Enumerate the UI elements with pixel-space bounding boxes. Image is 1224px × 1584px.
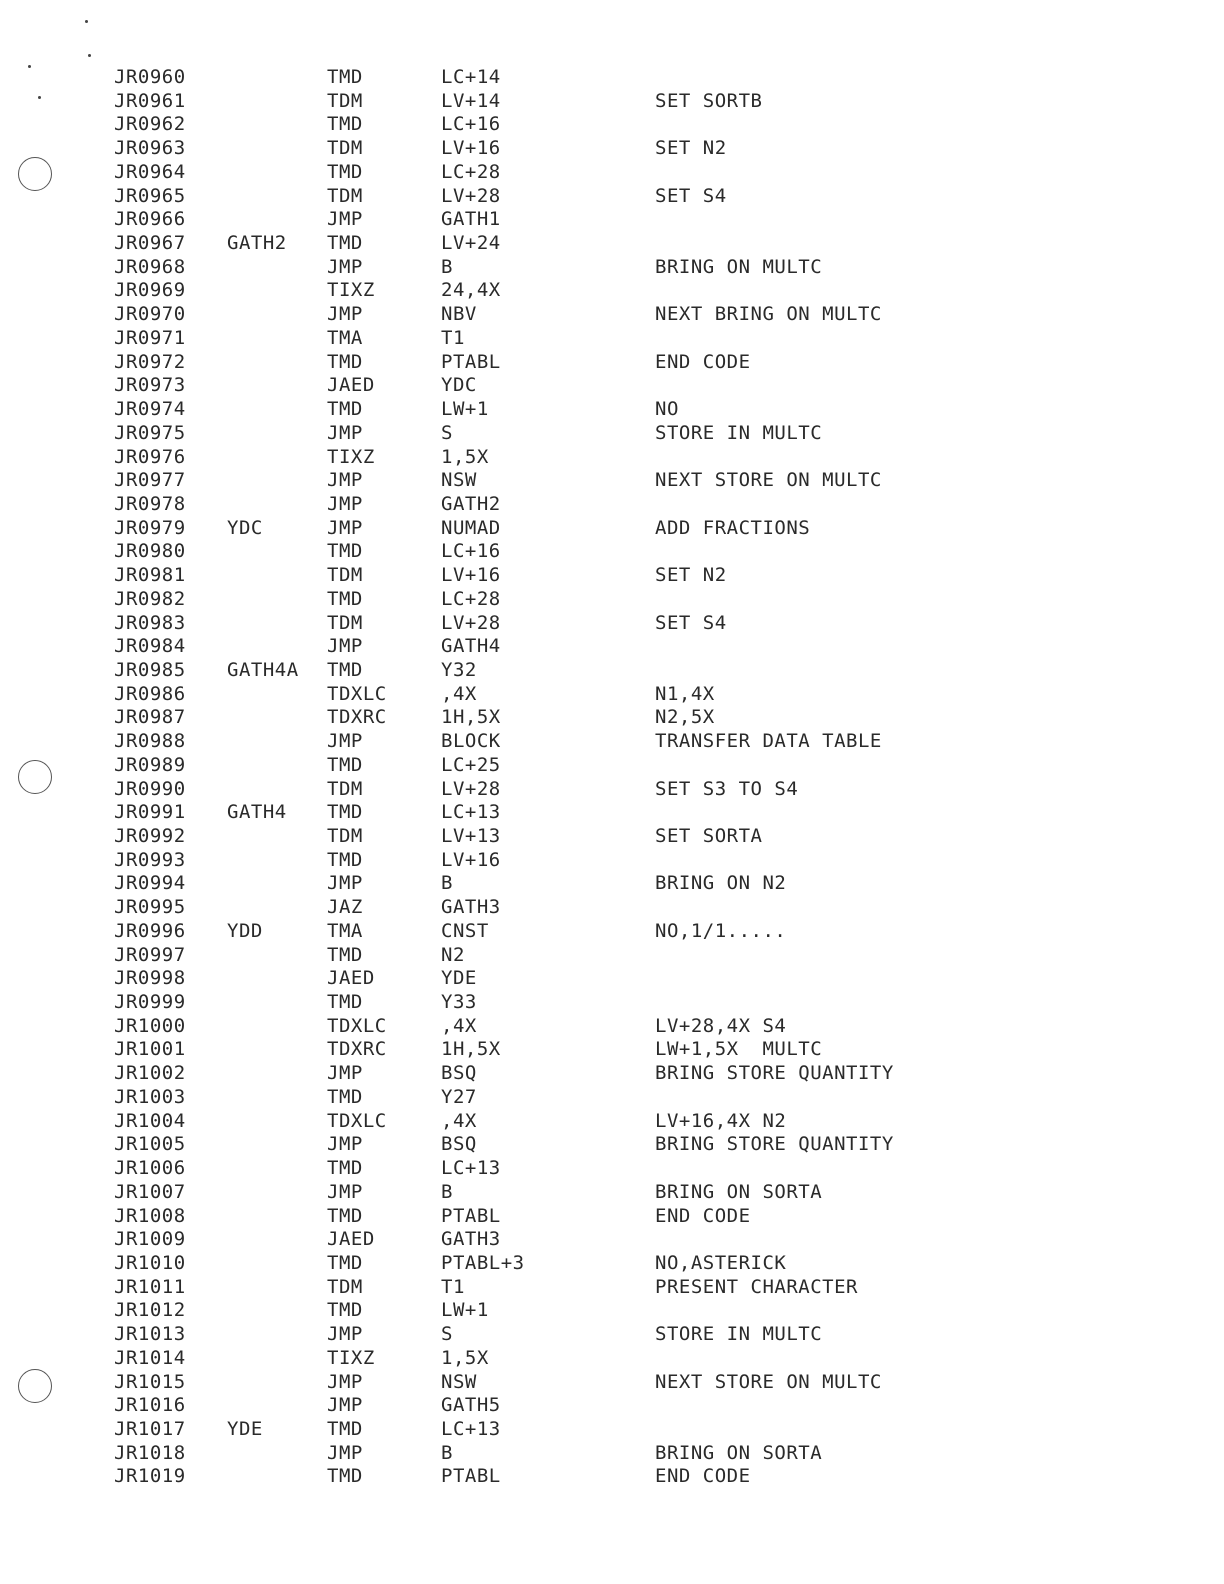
- line-comment: NEXT STORE ON MULTC: [655, 469, 882, 492]
- sequence-number: JR0962: [114, 113, 186, 136]
- operand: S: [441, 1323, 453, 1346]
- line-comment: NO,1/1.....: [655, 919, 787, 942]
- operand: GATH1: [441, 208, 501, 231]
- operand: CNST: [441, 919, 489, 942]
- line-label: YDC: [227, 516, 263, 539]
- operand: Y32: [441, 658, 477, 681]
- sequence-number: JR0997: [114, 943, 186, 966]
- opcode: TDM: [327, 777, 363, 800]
- line-comment: NEXT STORE ON MULTC: [655, 1370, 882, 1393]
- code-line: [0, 540, 1224, 564]
- code-line: [0, 849, 1224, 873]
- sequence-number: JR0991: [114, 801, 186, 824]
- opcode: JMP: [327, 1180, 363, 1203]
- sequence-number: JR0978: [114, 492, 186, 515]
- operand: 24,4X: [441, 279, 501, 302]
- line-comment: SET N2: [655, 137, 727, 160]
- code-line: [0, 1181, 1224, 1205]
- opcode: JMP: [327, 255, 363, 278]
- opcode: JMP: [327, 1133, 363, 1156]
- sequence-number: JR1008: [114, 1204, 186, 1227]
- line-comment: NEXT BRING ON MULTC: [655, 303, 882, 326]
- code-line: [0, 1252, 1224, 1276]
- sequence-number: JR1012: [114, 1299, 186, 1322]
- operand: 1,5X: [441, 445, 489, 468]
- code-listing: [0, 66, 1224, 1489]
- sequence-number: JR0980: [114, 540, 186, 563]
- sequence-number: JR0979: [114, 516, 186, 539]
- opcode: TMA: [327, 326, 363, 349]
- operand: S: [441, 421, 453, 444]
- code-line: [0, 1110, 1224, 1134]
- opcode: JMP: [327, 303, 363, 326]
- sequence-number: JR0975: [114, 421, 186, 444]
- code-line: [0, 161, 1224, 185]
- sequence-number: JR0989: [114, 753, 186, 776]
- sequence-number: JR0986: [114, 682, 186, 705]
- sequence-number: JR0981: [114, 564, 186, 587]
- sequence-number: JR1015: [114, 1370, 186, 1393]
- sequence-number: JR0990: [114, 777, 186, 800]
- code-line: [0, 422, 1224, 446]
- code-line: [0, 1015, 1224, 1039]
- opcode: JAZ: [327, 896, 363, 919]
- opcode: JMP: [327, 730, 363, 753]
- operand: 1H,5X: [441, 1038, 501, 1061]
- code-line: [0, 232, 1224, 256]
- operand: LV+14: [441, 89, 501, 112]
- sequence-number: JR1000: [114, 1014, 186, 1037]
- operand: PTABL: [441, 1465, 501, 1488]
- code-line: [0, 659, 1224, 683]
- sequence-number: JR0964: [114, 160, 186, 183]
- sequence-number: JR0992: [114, 825, 186, 847]
- sequence-number: JR1006: [114, 1157, 186, 1180]
- opcode: TDXLC: [327, 1014, 387, 1037]
- sequence-number: JR0977: [114, 469, 186, 492]
- code-line: [0, 588, 1224, 612]
- code-line: [0, 279, 1224, 303]
- code-line: [0, 208, 1224, 232]
- sequence-number: JR0996: [114, 919, 186, 942]
- operand: LV+28: [441, 611, 501, 634]
- line-comment: STORE IN MULTC: [655, 421, 823, 444]
- operand: LC+28: [441, 587, 501, 610]
- line-comment: LW+1,5X MULTC: [655, 1038, 823, 1061]
- opcode: TMD: [327, 540, 363, 563]
- opcode: TDXLC: [327, 1109, 387, 1132]
- sequence-number: JR1013: [114, 1323, 186, 1346]
- code-line: [0, 303, 1224, 327]
- line-comment: NO: [655, 398, 679, 421]
- operand: GATH3: [441, 896, 501, 919]
- scan-speck: [85, 20, 88, 23]
- operand: LV+28: [441, 184, 501, 207]
- sequence-number: JR0974: [114, 398, 186, 421]
- code-line: [0, 896, 1224, 920]
- sequence-number: JR0963: [114, 137, 186, 160]
- line-comment: N1,4X: [655, 682, 715, 705]
- line-comment: SET SORTA: [655, 825, 763, 847]
- opcode: JMP: [327, 635, 363, 658]
- opcode: JAED: [327, 967, 375, 990]
- line-comment: BRING ON MULTC: [655, 255, 823, 278]
- sequence-number: JR1018: [114, 1441, 186, 1464]
- operand: B: [441, 1180, 453, 1203]
- opcode: TMD: [327, 1085, 363, 1108]
- sequence-number: JR0961: [114, 89, 186, 112]
- operand: LW+1: [441, 1299, 489, 1322]
- operand: LC+13: [441, 801, 501, 824]
- line-comment: END CODE: [655, 1204, 751, 1227]
- line-comment: LV+16,4X N2: [655, 1109, 787, 1132]
- code-line: [0, 493, 1224, 517]
- sequence-number: JR1017: [114, 1417, 186, 1440]
- scan-speck: [88, 54, 91, 57]
- operand: LC+16: [441, 540, 501, 563]
- code-line: [0, 113, 1224, 137]
- sequence-number: JR1001: [114, 1038, 186, 1061]
- sequence-number: JR0972: [114, 350, 186, 373]
- line-comment: SET S3 TO S4: [655, 777, 799, 800]
- code-line: [0, 920, 1224, 944]
- code-line: [0, 683, 1224, 707]
- operand: LV+28: [441, 777, 501, 800]
- operand: NUMAD: [441, 516, 501, 539]
- opcode: TDM: [327, 564, 363, 587]
- line-comment: END CODE: [655, 1465, 751, 1488]
- opcode: JAED: [327, 1228, 375, 1251]
- operand: YDE: [441, 967, 477, 990]
- opcode: TDM: [327, 89, 363, 112]
- line-comment: SET SORTB: [655, 89, 763, 112]
- sequence-number: JR0976: [114, 445, 186, 468]
- sequence-number: JR0983: [114, 611, 186, 634]
- opcode: TMD: [327, 1417, 363, 1440]
- opcode: TMD: [327, 943, 363, 966]
- code-line: [0, 778, 1224, 802]
- code-line: [0, 66, 1224, 90]
- sequence-number: JR0995: [114, 896, 186, 919]
- opcode: TMD: [327, 1251, 363, 1274]
- sequence-number: JR1014: [114, 1346, 186, 1369]
- code-line: [0, 1086, 1224, 1110]
- code-line: [0, 374, 1224, 398]
- code-line: [0, 1062, 1224, 1086]
- code-line: [0, 1157, 1224, 1181]
- operand: Y33: [441, 991, 477, 1014]
- opcode: TDM: [327, 137, 363, 160]
- opcode: JMP: [327, 421, 363, 444]
- operand: PTABL+3: [441, 1251, 525, 1274]
- opcode: JMP: [327, 208, 363, 231]
- sequence-number: JR0987: [114, 706, 186, 729]
- code-line: [0, 327, 1224, 351]
- sequence-number: JR0988: [114, 730, 186, 753]
- operand: YDC: [441, 374, 477, 397]
- line-label: YDE: [227, 1417, 263, 1440]
- opcode: TDM: [327, 611, 363, 634]
- code-line: [0, 1418, 1224, 1442]
- line-comment: END CODE: [655, 350, 751, 373]
- code-line: [0, 1347, 1224, 1371]
- operand: GATH3: [441, 1228, 501, 1251]
- operand: B: [441, 1441, 453, 1464]
- sequence-number: JR0999: [114, 991, 186, 1014]
- line-comment: TRANSFER DATA TABLE: [655, 730, 882, 753]
- opcode: TMD: [327, 1157, 363, 1180]
- code-line: [0, 446, 1224, 470]
- code-line: [0, 256, 1224, 280]
- code-line: [0, 398, 1224, 422]
- opcode: TDM: [327, 1275, 363, 1298]
- operand: BSQ: [441, 1062, 477, 1085]
- opcode: JMP: [327, 1441, 363, 1464]
- sequence-number: JR0969: [114, 279, 186, 302]
- opcode: JMP: [327, 1062, 363, 1085]
- operand: B: [441, 872, 453, 895]
- line-comment: BRING ON SORTA: [655, 1180, 823, 1203]
- opcode: TMD: [327, 1465, 363, 1488]
- sequence-number: JR0968: [114, 255, 186, 278]
- opcode: TMD: [327, 991, 363, 1014]
- opcode: TMD: [327, 658, 363, 681]
- code-line: [0, 1442, 1224, 1466]
- sequence-number: JR0994: [114, 872, 186, 895]
- line-comment: BRING ON N2: [655, 872, 787, 895]
- opcode: TIXZ: [327, 445, 375, 468]
- line-comment: SET S4: [655, 611, 727, 634]
- operand: GATH2: [441, 492, 501, 515]
- sequence-number: JR1007: [114, 1180, 186, 1203]
- code-line: [0, 730, 1224, 754]
- opcode: TDM: [327, 184, 363, 207]
- operand: LV+16: [441, 848, 501, 871]
- operand: LV+16: [441, 137, 501, 160]
- opcode: JMP: [327, 1394, 363, 1417]
- code-line: [0, 635, 1224, 659]
- opcode: JAED: [327, 374, 375, 397]
- operand: PTABL: [441, 350, 501, 373]
- opcode: TDXLC: [327, 682, 387, 705]
- code-line: [0, 801, 1224, 825]
- code-line: [0, 967, 1224, 991]
- operand: LV+13: [441, 825, 501, 847]
- opcode: JMP: [327, 516, 363, 539]
- line-comment: STORE IN MULTC: [655, 1323, 823, 1346]
- code-line: [0, 137, 1224, 161]
- operand: B: [441, 255, 453, 278]
- opcode: JMP: [327, 1370, 363, 1393]
- code-line: [0, 991, 1224, 1015]
- code-line: [0, 754, 1224, 778]
- opcode: TDXRC: [327, 1038, 387, 1061]
- line-comment: BRING STORE QUANTITY: [655, 1062, 894, 1085]
- sequence-number: JR1005: [114, 1133, 186, 1156]
- operand: GATH4: [441, 635, 501, 658]
- opcode: TMD: [327, 350, 363, 373]
- line-comment: BRING STORE QUANTITY: [655, 1133, 894, 1156]
- code-line: [0, 185, 1224, 209]
- sequence-number: JR0970: [114, 303, 186, 326]
- opcode: TIXZ: [327, 1346, 375, 1369]
- operand: 1,5X: [441, 1346, 489, 1369]
- line-comment: BRING ON SORTA: [655, 1441, 823, 1464]
- sequence-number: JR0967: [114, 232, 186, 255]
- opcode: TDM: [327, 825, 363, 847]
- line-comment: LV+28,4X S4: [655, 1014, 787, 1037]
- sequence-number: JR0993: [114, 848, 186, 871]
- operand: GATH5: [441, 1394, 501, 1417]
- code-line: [0, 1465, 1224, 1489]
- operand: LC+28: [441, 160, 501, 183]
- code-line: [0, 1299, 1224, 1323]
- code-line: [0, 469, 1224, 493]
- sequence-number: JR1002: [114, 1062, 186, 1085]
- opcode: TMD: [327, 232, 363, 255]
- sequence-number: JR1010: [114, 1251, 186, 1274]
- opcode: TMD: [327, 1204, 363, 1227]
- sequence-number: JR0965: [114, 184, 186, 207]
- sequence-number: JR1019: [114, 1465, 186, 1488]
- code-line: [0, 612, 1224, 636]
- opcode: TMD: [327, 398, 363, 421]
- operand: PTABL: [441, 1204, 501, 1227]
- sequence-number: JR0982: [114, 587, 186, 610]
- line-label: GATH2: [227, 232, 287, 255]
- opcode: TMD: [327, 66, 363, 88]
- code-line: [0, 1205, 1224, 1229]
- line-comment: ADD FRACTIONS: [655, 516, 811, 539]
- opcode: TMD: [327, 753, 363, 776]
- operand: LC+16: [441, 113, 501, 136]
- operand: LV+16: [441, 564, 501, 587]
- opcode: JMP: [327, 469, 363, 492]
- code-line: [0, 706, 1224, 730]
- operand: LC+14: [441, 66, 501, 88]
- operand: 1H,5X: [441, 706, 501, 729]
- sequence-number: JR1004: [114, 1109, 186, 1132]
- opcode: JMP: [327, 492, 363, 515]
- operand: LW+1: [441, 398, 489, 421]
- operand: N2: [441, 943, 465, 966]
- sequence-number: JR0971: [114, 326, 186, 349]
- opcode: TDXRC: [327, 706, 387, 729]
- sequence-number: JR1016: [114, 1394, 186, 1417]
- operand: ,4X: [441, 682, 477, 705]
- code-line: [0, 90, 1224, 114]
- line-comment: NO,ASTERICK: [655, 1251, 787, 1274]
- operand: BLOCK: [441, 730, 501, 753]
- code-line: [0, 351, 1224, 375]
- opcode: TMD: [327, 587, 363, 610]
- sequence-number: JR0998: [114, 967, 186, 990]
- code-line: [0, 1133, 1224, 1157]
- operand: NSW: [441, 1370, 477, 1393]
- operand: LC+13: [441, 1157, 501, 1180]
- opcode: JMP: [327, 872, 363, 895]
- opcode: TMD: [327, 113, 363, 136]
- opcode: TMD: [327, 160, 363, 183]
- code-line: [0, 944, 1224, 968]
- sequence-number: JR0984: [114, 635, 186, 658]
- operand: LC+25: [441, 753, 501, 776]
- operand: LC+13: [441, 1417, 501, 1440]
- sequence-number: JR0985: [114, 658, 186, 681]
- opcode: TIXZ: [327, 279, 375, 302]
- operand: Y27: [441, 1085, 477, 1108]
- code-line: [0, 825, 1224, 849]
- operand: NSW: [441, 469, 477, 492]
- operand: NBV: [441, 303, 477, 326]
- sequence-number: JR1003: [114, 1085, 186, 1108]
- opcode: TMA: [327, 919, 363, 942]
- code-line: [0, 1371, 1224, 1395]
- sequence-number: JR1011: [114, 1275, 186, 1298]
- code-line: [0, 1038, 1224, 1062]
- code-line: [0, 1228, 1224, 1252]
- line-comment: SET S4: [655, 184, 727, 207]
- code-line: [0, 1276, 1224, 1300]
- sequence-number: JR0966: [114, 208, 186, 231]
- operand: LV+24: [441, 232, 501, 255]
- operand: ,4X: [441, 1014, 477, 1037]
- line-comment: N2,5X: [655, 706, 715, 729]
- sequence-number: JR1009: [114, 1228, 186, 1251]
- line-comment: SET N2: [655, 564, 727, 587]
- code-line: [0, 1323, 1224, 1347]
- line-comment: PRESENT CHARACTER: [655, 1275, 858, 1298]
- sequence-number: JR0973: [114, 374, 186, 397]
- line-label: YDD: [227, 919, 263, 942]
- code-line: [0, 872, 1224, 896]
- line-label: GATH4A: [227, 658, 299, 681]
- opcode: JMP: [327, 1323, 363, 1346]
- line-label: GATH4: [227, 801, 287, 824]
- sequence-number: JR0960: [114, 66, 186, 88]
- opcode: TMD: [327, 1299, 363, 1322]
- opcode: TMD: [327, 848, 363, 871]
- operand: ,4X: [441, 1109, 477, 1132]
- opcode: TMD: [327, 801, 363, 824]
- operand: T1: [441, 326, 465, 349]
- operand: BSQ: [441, 1133, 477, 1156]
- operand: T1: [441, 1275, 465, 1298]
- code-line: [0, 564, 1224, 588]
- code-line: [0, 1394, 1224, 1418]
- code-line: [0, 517, 1224, 541]
